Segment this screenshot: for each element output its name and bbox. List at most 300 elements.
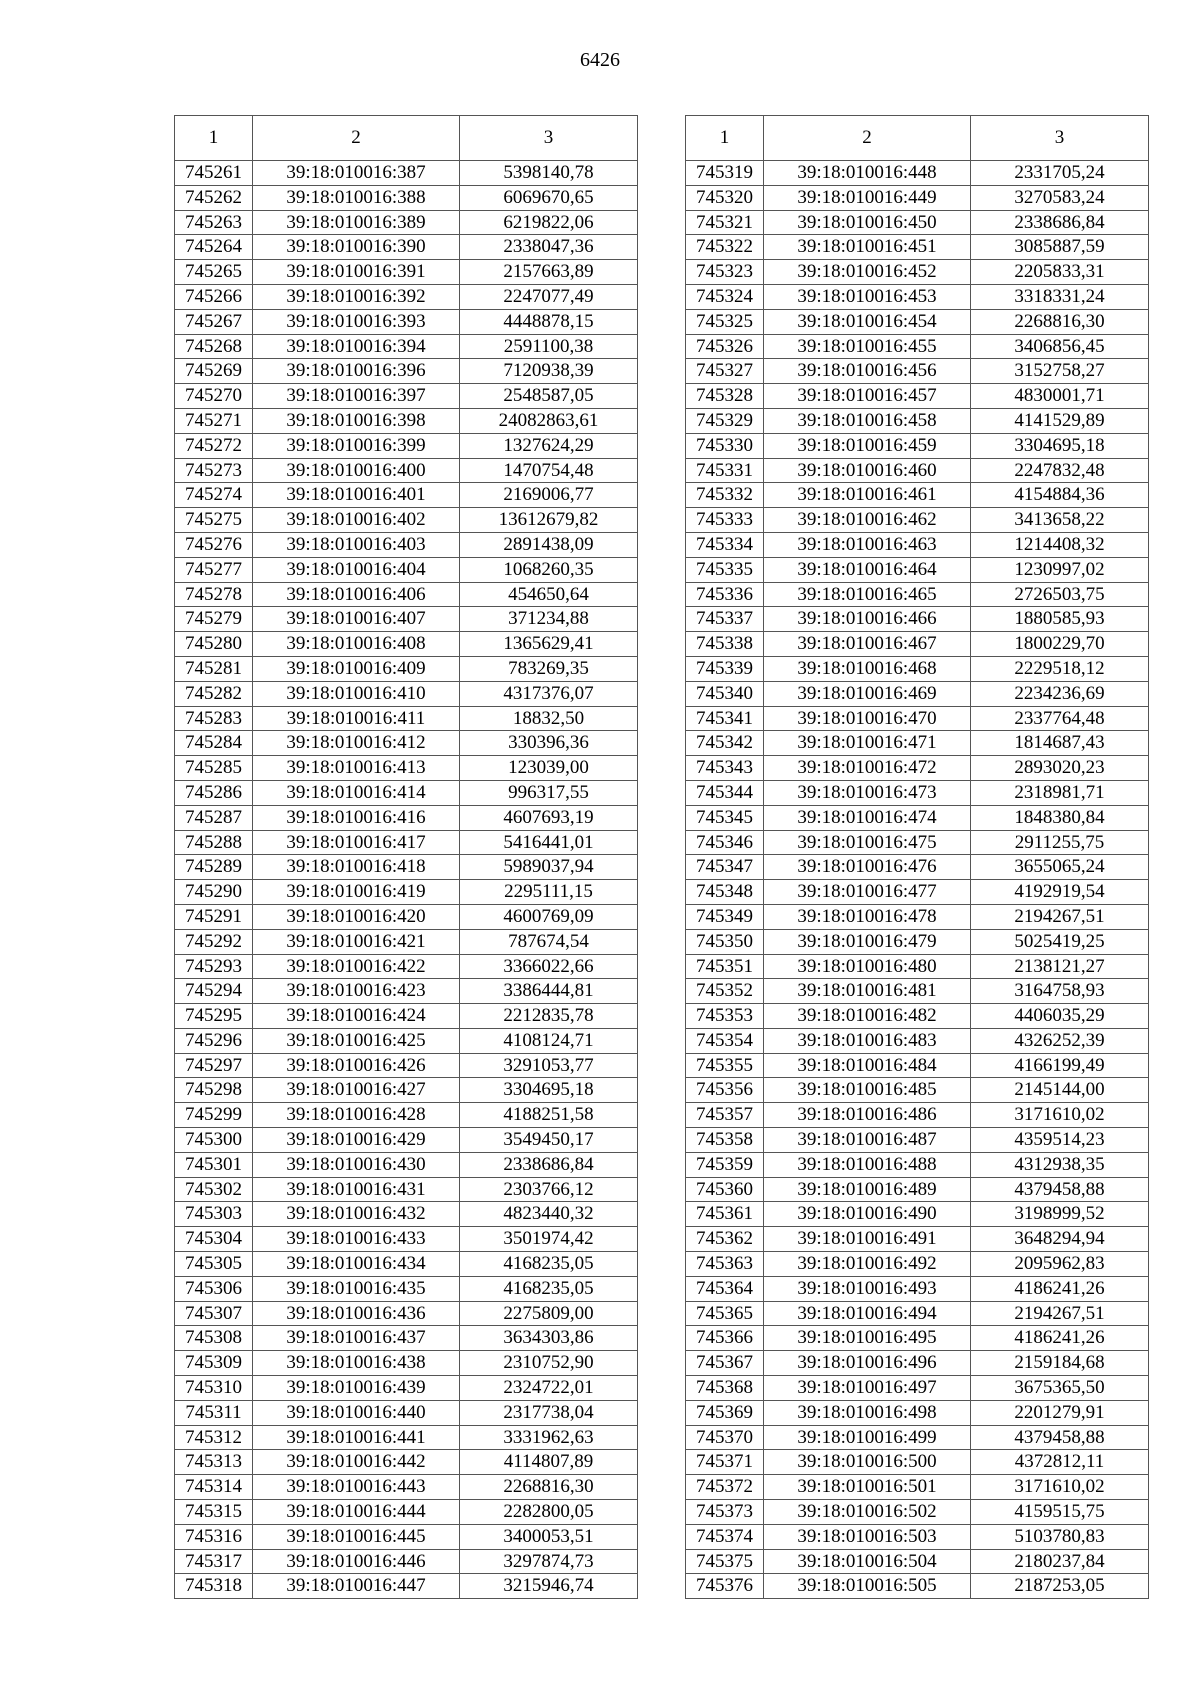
value-cell: 2591100,38 [460,334,638,359]
column-header: 2 [253,116,460,161]
value-cell: 4108124,71 [460,1028,638,1053]
cadastral-number-cell: 39:18:010016:486 [764,1103,971,1128]
cadastral-number-cell: 39:18:010016:438 [253,1351,460,1376]
table-row [686,334,1149,359]
row-number-cell: 745274 [175,483,253,508]
table-row [175,260,638,285]
row-number-cell: 745343 [686,756,764,781]
cadastral-number-cell: 39:18:010016:491 [764,1227,971,1252]
cadastral-number-cell: 39:18:010016:463 [764,532,971,557]
row-number-cell: 745344 [686,780,764,805]
value-cell: 4448878,15 [460,309,638,334]
row-number-cell: 745337 [686,607,764,632]
cadastral-number-cell: 39:18:010016:400 [253,458,460,483]
row-number-cell: 745330 [686,433,764,458]
table-row [686,607,1149,632]
value-cell: 2159184,68 [971,1351,1149,1376]
row-number-cell: 745357 [686,1103,764,1128]
cadastral-number-cell: 39:18:010016:484 [764,1053,971,1078]
table-row [175,681,638,706]
value-cell: 3318331,24 [971,284,1149,309]
table-row [686,458,1149,483]
table-row [686,433,1149,458]
table-row [686,1103,1149,1128]
cadastral-number-cell: 39:18:010016:462 [764,508,971,533]
page-number: 6426 [580,49,620,71]
value-cell: 2234236,69 [971,681,1149,706]
cadastral-number-cell: 39:18:010016:485 [764,1078,971,1103]
value-cell: 3648294,94 [971,1227,1149,1252]
value-cell: 2095962,83 [971,1252,1149,1277]
cadastral-number-cell: 39:18:010016:421 [253,929,460,954]
cadastral-number-cell: 39:18:010016:499 [764,1425,971,1450]
value-cell: 1800229,70 [971,632,1149,657]
row-number-cell: 745291 [175,904,253,929]
row-number-cell: 745287 [175,805,253,830]
row-number-cell: 745349 [686,904,764,929]
row-number-cell: 745352 [686,979,764,1004]
value-cell: 2169006,77 [460,483,638,508]
cadastral-number-cell: 39:18:010016:419 [253,880,460,905]
value-cell: 4114807,89 [460,1450,638,1475]
cadastral-number-cell: 39:18:010016:447 [253,1574,460,1599]
table-row [686,632,1149,657]
row-number-cell: 745290 [175,880,253,905]
value-cell: 454650,64 [460,582,638,607]
row-number-cell: 745370 [686,1425,764,1450]
value-cell: 2180237,84 [971,1549,1149,1574]
row-number-cell: 745316 [175,1524,253,1549]
cadastral-number-cell: 39:18:010016:478 [764,904,971,929]
table-row [686,904,1149,929]
value-cell: 2548587,05 [460,384,638,409]
cadastral-number-cell: 39:18:010016:442 [253,1450,460,1475]
value-cell: 787674,54 [460,929,638,954]
cadastral-number-cell: 39:18:010016:494 [764,1301,971,1326]
cadastral-number-cell: 39:18:010016:490 [764,1202,971,1227]
header-row [686,116,1149,161]
value-cell: 4823440,32 [460,1202,638,1227]
row-number-cell: 745273 [175,458,253,483]
cadastral-number-cell: 39:18:010016:404 [253,557,460,582]
row-number-cell: 745295 [175,1004,253,1029]
table-row [175,508,638,533]
table-row [686,1202,1149,1227]
row-number-cell: 745373 [686,1500,764,1525]
column-header: 1 [175,116,253,161]
row-number-cell: 745325 [686,309,764,334]
table-row [175,904,638,929]
value-cell: 2338047,36 [460,235,638,260]
row-number-cell: 745360 [686,1177,764,1202]
value-cell: 783269,35 [460,656,638,681]
row-number-cell: 745294 [175,979,253,1004]
row-number-cell: 745356 [686,1078,764,1103]
cadastral-number-cell: 39:18:010016:417 [253,830,460,855]
row-number-cell: 745321 [686,210,764,235]
cadastral-number-cell: 39:18:010016:472 [764,756,971,781]
table-row [686,582,1149,607]
cadastral-number-cell: 39:18:010016:391 [253,260,460,285]
cadastral-number-cell: 39:18:010016:461 [764,483,971,508]
cadastral-number-cell: 39:18:010016:410 [253,681,460,706]
value-cell: 2201279,91 [971,1400,1149,1425]
cadastral-number-cell: 39:18:010016:440 [253,1400,460,1425]
row-number-cell: 745312 [175,1425,253,1450]
cadastral-number-cell: 39:18:010016:501 [764,1475,971,1500]
cadastral-number-cell: 39:18:010016:446 [253,1549,460,1574]
cadastral-number-cell: 39:18:010016:475 [764,830,971,855]
table-row [175,1301,638,1326]
cadastral-number-cell: 39:18:010016:409 [253,656,460,681]
header-row [175,116,638,161]
value-cell: 3675365,50 [971,1376,1149,1401]
value-cell: 2891438,09 [460,532,638,557]
value-cell: 2338686,84 [460,1152,638,1177]
cadastral-number-cell: 39:18:010016:407 [253,607,460,632]
table-row [686,1152,1149,1177]
cadastral-number-cell: 39:18:010016:427 [253,1078,460,1103]
row-number-cell: 745288 [175,830,253,855]
row-number-cell: 745307 [175,1301,253,1326]
cadastral-number-cell: 39:18:010016:420 [253,904,460,929]
table-row [686,309,1149,334]
value-cell: 4154884,36 [971,483,1149,508]
cadastral-number-cell: 39:18:010016:483 [764,1028,971,1053]
cadastral-number-cell: 39:18:010016:497 [764,1376,971,1401]
row-number-cell: 745268 [175,334,253,359]
cadastral-number-cell: 39:18:010016:436 [253,1301,460,1326]
cadastral-number-cell: 39:18:010016:451 [764,235,971,260]
table-row [175,1028,638,1053]
row-number-cell: 745324 [686,284,764,309]
cadastral-number-cell: 39:18:010016:413 [253,756,460,781]
table-row [175,1004,638,1029]
value-cell: 2726503,75 [971,582,1149,607]
row-number-cell: 745376 [686,1574,764,1599]
row-number-cell: 745365 [686,1301,764,1326]
value-cell: 3171610,02 [971,1103,1149,1128]
cadastral-number-cell: 39:18:010016:439 [253,1376,460,1401]
value-cell: 4372812,11 [971,1450,1149,1475]
value-cell: 3406856,45 [971,334,1149,359]
cadastral-number-cell: 39:18:010016:389 [253,210,460,235]
cadastral-number-cell: 39:18:010016:398 [253,408,460,433]
row-number-cell: 745265 [175,260,253,285]
cadastral-number-cell: 39:18:010016:476 [764,855,971,880]
value-cell: 2317738,04 [460,1400,638,1425]
cadastral-number-cell: 39:18:010016:393 [253,309,460,334]
value-cell: 2268816,30 [971,309,1149,334]
row-number-cell: 745331 [686,458,764,483]
row-number-cell: 745328 [686,384,764,409]
value-cell: 2295111,15 [460,880,638,905]
cadastral-number-cell: 39:18:010016:431 [253,1177,460,1202]
cadastral-number-cell: 39:18:010016:412 [253,731,460,756]
row-number-cell: 745354 [686,1028,764,1053]
cadastral-number-cell: 39:18:010016:505 [764,1574,971,1599]
row-number-cell: 745346 [686,830,764,855]
row-number-cell: 745309 [175,1351,253,1376]
row-number-cell: 745264 [175,235,253,260]
cadastral-number-cell: 39:18:010016:489 [764,1177,971,1202]
table-row [175,880,638,905]
value-cell: 3331962,63 [460,1425,638,1450]
table-row [175,929,638,954]
cadastral-number-cell: 39:18:010016:493 [764,1276,971,1301]
value-cell: 2911255,75 [971,830,1149,855]
value-cell: 4186241,26 [971,1326,1149,1351]
row-number-cell: 745300 [175,1128,253,1153]
table-row [175,1276,638,1301]
row-number-cell: 745283 [175,706,253,731]
cadastral-number-cell: 39:18:010016:456 [764,359,971,384]
row-number-cell: 745332 [686,483,764,508]
table-row [686,359,1149,384]
table-row [175,284,638,309]
row-number-cell: 745327 [686,359,764,384]
value-cell: 2145144,00 [971,1078,1149,1103]
value-cell: 3304695,18 [460,1078,638,1103]
value-cell: 6069670,65 [460,185,638,210]
cadastral-number-cell: 39:18:010016:399 [253,433,460,458]
table-row [175,805,638,830]
row-number-cell: 745320 [686,185,764,210]
cadastral-number-cell: 39:18:010016:423 [253,979,460,1004]
cadastral-number-cell: 39:18:010016:503 [764,1524,971,1549]
cadastral-number-cell: 39:18:010016:418 [253,855,460,880]
table-row [175,359,638,384]
value-cell: 3152758,27 [971,359,1149,384]
cadastral-number-cell: 39:18:010016:433 [253,1227,460,1252]
row-number-cell: 745303 [175,1202,253,1227]
value-cell: 2212835,78 [460,1004,638,1029]
value-cell: 4830001,71 [971,384,1149,409]
row-number-cell: 745301 [175,1152,253,1177]
table-row [686,1004,1149,1029]
table-row [175,1425,638,1450]
table-row [686,1128,1149,1153]
value-cell: 3297874,73 [460,1549,638,1574]
row-number-cell: 745353 [686,1004,764,1029]
cadastral-number-cell: 39:18:010016:396 [253,359,460,384]
value-cell: 4166199,49 [971,1053,1149,1078]
cadastral-number-cell: 39:18:010016:390 [253,235,460,260]
row-number-cell: 745279 [175,607,253,632]
row-number-cell: 745371 [686,1450,764,1475]
value-cell: 371234,88 [460,607,638,632]
table-row [686,1301,1149,1326]
table-row [686,954,1149,979]
value-cell: 4379458,88 [971,1425,1149,1450]
table-row [175,1450,638,1475]
cadastral-number-cell: 39:18:010016:474 [764,805,971,830]
value-cell: 18832,50 [460,706,638,731]
table-row [686,1425,1149,1450]
row-number-cell: 745310 [175,1376,253,1401]
value-cell: 2138121,27 [971,954,1149,979]
table-row [686,855,1149,880]
cadastral-number-cell: 39:18:010016:473 [764,780,971,805]
cadastral-number-cell: 39:18:010016:471 [764,731,971,756]
value-cell: 3304695,18 [971,433,1149,458]
table-row [175,1574,638,1599]
value-cell: 3549450,17 [460,1128,638,1153]
table-row [175,656,638,681]
table-row [686,1500,1149,1525]
value-cell: 3291053,77 [460,1053,638,1078]
cadastral-number-cell: 39:18:010016:487 [764,1128,971,1153]
value-cell: 5103780,83 [971,1524,1149,1549]
row-number-cell: 745323 [686,260,764,285]
value-cell: 4600769,09 [460,904,638,929]
cadastral-number-cell: 39:18:010016:455 [764,334,971,359]
row-number-cell: 745314 [175,1475,253,1500]
value-cell: 4312938,35 [971,1152,1149,1177]
table-row [175,235,638,260]
cadastral-number-cell: 39:18:010016:426 [253,1053,460,1078]
table-row [175,161,638,186]
table-row [175,582,638,607]
table-row [175,830,638,855]
value-cell: 3198999,52 [971,1202,1149,1227]
table-row [686,1376,1149,1401]
row-number-cell: 745368 [686,1376,764,1401]
value-cell: 4188251,58 [460,1103,638,1128]
value-cell: 2303766,12 [460,1177,638,1202]
value-cell: 3270583,24 [971,185,1149,210]
row-number-cell: 745367 [686,1351,764,1376]
row-number-cell: 745355 [686,1053,764,1078]
cadastral-number-cell: 39:18:010016:481 [764,979,971,1004]
table-row [175,557,638,582]
value-cell: 2247077,49 [460,284,638,309]
value-cell: 2310752,90 [460,1351,638,1376]
cadastral-number-cell: 39:18:010016:488 [764,1152,971,1177]
row-number-cell: 745335 [686,557,764,582]
value-cell: 4607693,19 [460,805,638,830]
row-number-cell: 745263 [175,210,253,235]
value-cell: 3655065,24 [971,855,1149,880]
value-cell: 5025419,25 [971,929,1149,954]
column-header: 3 [971,116,1149,161]
value-cell: 4159515,75 [971,1500,1149,1525]
table-row [175,756,638,781]
row-number-cell: 745299 [175,1103,253,1128]
table-row [175,185,638,210]
table-row [686,830,1149,855]
row-number-cell: 745341 [686,706,764,731]
row-number-cell: 745262 [175,185,253,210]
table-row [686,1177,1149,1202]
row-number-cell: 745326 [686,334,764,359]
value-cell: 5416441,01 [460,830,638,855]
row-number-cell: 745329 [686,408,764,433]
table-row [686,161,1149,186]
cadastral-number-cell: 39:18:010016:477 [764,880,971,905]
table-row [175,1103,638,1128]
cadastral-number-cell: 39:18:010016:411 [253,706,460,731]
cadastral-number-cell: 39:18:010016:495 [764,1326,971,1351]
left-table-body [175,161,638,1599]
table-row [686,979,1149,1004]
cadastral-number-cell: 39:18:010016:454 [764,309,971,334]
cadastral-number-cell: 39:18:010016:453 [764,284,971,309]
table-row [686,1400,1149,1425]
cadastral-number-cell: 39:18:010016:394 [253,334,460,359]
cadastral-number-cell: 39:18:010016:449 [764,185,971,210]
cadastral-number-cell: 39:18:010016:448 [764,161,971,186]
row-number-cell: 745275 [175,508,253,533]
value-cell: 4406035,29 [971,1004,1149,1029]
table-row [686,532,1149,557]
cadastral-number-cell: 39:18:010016:460 [764,458,971,483]
table-row [175,1326,638,1351]
table-row [175,1376,638,1401]
right-table [685,115,1149,1599]
value-cell: 7120938,39 [460,359,638,384]
table-row [686,1574,1149,1599]
row-number-cell: 745334 [686,532,764,557]
row-number-cell: 745261 [175,161,253,186]
value-cell: 2187253,05 [971,1574,1149,1599]
value-cell: 2275809,00 [460,1301,638,1326]
value-cell: 4192919,54 [971,880,1149,905]
value-cell: 5989037,94 [460,855,638,880]
row-number-cell: 745322 [686,235,764,260]
row-number-cell: 745272 [175,433,253,458]
row-number-cell: 745342 [686,731,764,756]
row-number-cell: 745348 [686,880,764,905]
row-number-cell: 745281 [175,656,253,681]
table-row [686,929,1149,954]
table-row [175,1128,638,1153]
table-row [175,1475,638,1500]
table-row [686,1227,1149,1252]
table-row [175,309,638,334]
value-cell: 3386444,81 [460,979,638,1004]
table-row [175,433,638,458]
value-cell: 330396,36 [460,731,638,756]
row-number-cell: 745340 [686,681,764,706]
value-cell: 3400053,51 [460,1524,638,1549]
row-number-cell: 745286 [175,780,253,805]
value-cell: 3215946,74 [460,1574,638,1599]
cadastral-number-cell: 39:18:010016:437 [253,1326,460,1351]
row-number-cell: 745369 [686,1400,764,1425]
value-cell: 3366022,66 [460,954,638,979]
row-number-cell: 745338 [686,632,764,657]
table-row [686,408,1149,433]
value-cell: 2282800,05 [460,1500,638,1525]
row-number-cell: 745296 [175,1028,253,1053]
value-cell: 2205833,31 [971,260,1149,285]
cadastral-number-cell: 39:18:010016:406 [253,582,460,607]
row-number-cell: 745362 [686,1227,764,1252]
cadastral-number-cell: 39:18:010016:416 [253,805,460,830]
table-row [175,1524,638,1549]
row-number-cell: 745319 [686,161,764,186]
table-row [175,1177,638,1202]
table-row [175,1227,638,1252]
cadastral-number-cell: 39:18:010016:392 [253,284,460,309]
cadastral-number-cell: 39:18:010016:459 [764,433,971,458]
row-number-cell: 745317 [175,1549,253,1574]
table-row [175,1351,638,1376]
row-number-cell: 745375 [686,1549,764,1574]
row-number-cell: 745350 [686,929,764,954]
cadastral-number-cell: 39:18:010016:457 [764,384,971,409]
